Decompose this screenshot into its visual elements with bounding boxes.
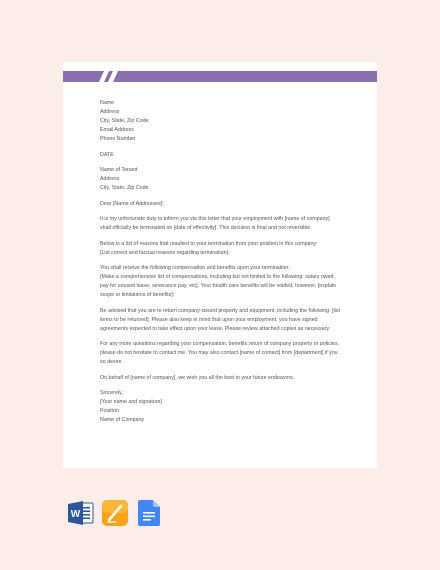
letter-body xyxy=(100,99,345,432)
sender-phone: Phone Number xyxy=(100,136,136,142)
sender-block xyxy=(100,99,345,144)
paragraph-reasons xyxy=(100,240,345,258)
letter-date: DATE xyxy=(100,151,114,158)
word-icon[interactable] xyxy=(68,500,94,531)
date-block xyxy=(100,151,345,160)
paragraph-line: so desire. xyxy=(100,359,123,365)
paragraph-farewell xyxy=(100,374,345,383)
paragraph-line: It is my unfortunate duty to inform you via this letter that your employment with [name of company] xyxy=(100,216,330,222)
header-band xyxy=(63,71,377,82)
sender-city: City, State, Zip Code xyxy=(100,118,149,124)
paragraph-line: You shall receive the following compensation and benefits upon your termination: xyxy=(100,265,290,271)
paragraph-line: pay for unused leave, severance pay, etc]. Your health care benefits will be voided, however, [explain xyxy=(100,283,337,289)
header-slash-marks xyxy=(63,71,377,82)
closing-signature: [Your name and signature] xyxy=(100,399,162,405)
paragraph-line: agreements expected to take effect upon your leave. Please review attached copies as necessary. xyxy=(100,325,331,332)
paragraph-line: items to be returned]. Please also keep in mind that upon your employment, you have signed xyxy=(100,316,318,323)
paragraph-line: Be advised that you are to return company-issued property and equipment, including the following: [list xyxy=(100,307,340,314)
recipient-address: Address xyxy=(100,176,120,182)
recipient-name: Name of Tenant xyxy=(100,167,138,173)
salutation-block xyxy=(100,200,345,209)
google-docs-icon[interactable] xyxy=(138,500,160,531)
sender-name: Name xyxy=(100,100,115,106)
letter-sheet xyxy=(63,62,377,468)
paragraph-notice xyxy=(100,215,345,233)
closing-position: Position xyxy=(100,408,119,414)
svg-text:W: W xyxy=(70,509,81,520)
paragraph-line: On behalf of [name of company], we wish you all the best in your future endeavors. xyxy=(100,374,295,381)
paragraph-line: please do not hesitate to contact me. You may also contact [name of contact] from [department] if you xyxy=(100,350,338,356)
paragraph-questions xyxy=(100,340,345,367)
paragraph-line: For any more questions regarding your compensation, benefits,return of company property or policies, xyxy=(100,341,340,347)
sender-email: Email Address xyxy=(100,127,134,133)
pages-icon[interactable] xyxy=(102,500,128,531)
paragraph-line: shall officially be terminated on [date of effectivity]. This decision is final and not reversible. xyxy=(100,225,312,231)
closing-company: Name of Company xyxy=(100,417,145,423)
paragraph-property xyxy=(100,307,345,334)
paragraph-line: scope or limitations of benefits]: xyxy=(100,292,175,298)
paragraph-line: [Make a comprehensive list of compensations, including but not limited to the following: salary owed, xyxy=(100,274,335,280)
sender-address: Address xyxy=(100,109,120,115)
salutation: Dear [Name of Addressee]; xyxy=(100,200,164,207)
paragraph-line: [List correct and factual reasons regarding termination]: xyxy=(100,249,230,256)
recipient-block xyxy=(100,166,345,193)
paragraph-line: Below is a list of reasons that resulted to your termination from your position in this company: xyxy=(100,240,318,247)
closing-sincerely: Sincerely, xyxy=(100,390,123,396)
paragraph-compensation xyxy=(100,264,345,300)
recipient-city: City, State, Zip Code xyxy=(100,185,149,191)
closing-block xyxy=(100,389,345,425)
